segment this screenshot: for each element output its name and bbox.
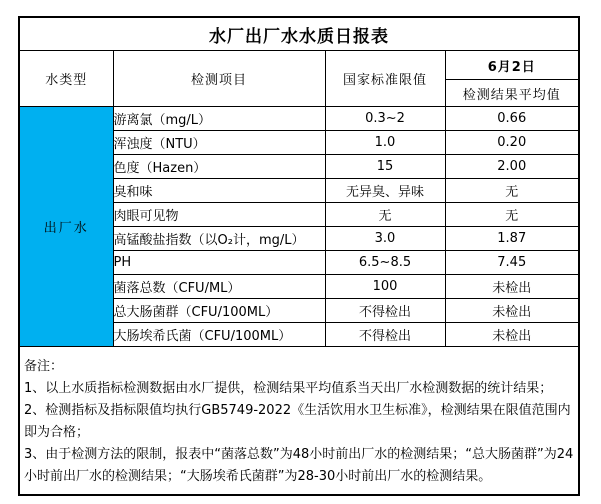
notes-label: 备注： xyxy=(24,359,64,374)
header-date: 6月2日 xyxy=(445,51,579,80)
limit-cell: 100 xyxy=(325,275,445,299)
note-line: 3、由于检测方法的限制，报表中“菌落总数”为48小时前出厂水的检测结果；“总大肠菌群”为24小时前出厂水的检测结果；“大肠埃希氏菌群”为28-30小时前出厂水的检测结果。 xyxy=(24,447,574,484)
note-line: 1、以上水质指标检测数据由水厂提供，检测结果平均值系当天出厂水检测数据的统计结果； xyxy=(24,381,553,396)
limit-cell: 无异臭、异味 xyxy=(325,179,445,203)
result-cell: 2.00 xyxy=(445,155,579,179)
result-cell: 7.45 xyxy=(445,251,579,275)
test-item-cell: 游离氯（mg/L） xyxy=(113,107,325,131)
test-item-cell: 浑浊度（NTU） xyxy=(113,131,325,155)
result-cell: 未检出 xyxy=(445,275,579,299)
water-type-cell: 出厂水 xyxy=(19,107,113,347)
test-item-cell: 色度（Hazen） xyxy=(113,155,325,179)
header-test-item: 检测项目 xyxy=(113,51,325,107)
result-cell: 未检出 xyxy=(445,323,579,347)
table-row xyxy=(19,107,579,131)
test-item-cell: 菌落总数（CFU/ML） xyxy=(113,275,325,299)
limit-cell: 无 xyxy=(325,203,445,227)
test-item-cell: 肉眼可见物 xyxy=(113,203,325,227)
water-quality-table xyxy=(18,16,580,496)
test-item-cell: 高锰酸盐指数（以O₂计，mg/L） xyxy=(113,227,325,251)
result-cell: 无 xyxy=(445,179,579,203)
test-item-cell: 总大肠菌群（CFU/100ML） xyxy=(113,299,325,323)
limit-cell: 0.3~2 xyxy=(325,107,445,131)
limit-cell: 15 xyxy=(325,155,445,179)
header-water-type: 水类型 xyxy=(19,51,113,107)
limit-cell: 6.5~8.5 xyxy=(325,251,445,275)
test-item-cell: 大肠埃希氏菌（CFU/100ML） xyxy=(113,323,325,347)
notes-row xyxy=(19,347,579,496)
result-cell: 1.87 xyxy=(445,227,579,251)
result-cell: 0.66 xyxy=(445,107,579,131)
note-line: 2、检测指标及指标限值均执行GB5749-2022《生活饮用水卫生标准》，检测结果在限值范围内即为合格； xyxy=(24,403,571,440)
result-cell: 0.20 xyxy=(445,131,579,155)
limit-cell: 不得检出 xyxy=(325,299,445,323)
test-item-cell: 臭和味 xyxy=(113,179,325,203)
result-cell: 未检出 xyxy=(445,299,579,323)
test-item-cell: PH xyxy=(113,251,325,275)
result-cell: 无 xyxy=(445,203,579,227)
limit-cell: 不得检出 xyxy=(325,323,445,347)
header-row xyxy=(19,51,579,80)
report-title: 水厂出厂水水质日报表 xyxy=(19,17,579,51)
notes-section xyxy=(19,347,579,496)
limit-cell: 3.0 xyxy=(325,227,445,251)
header-result-average: 检测结果平均值 xyxy=(445,80,579,107)
header-national-limit: 国家标准限值 xyxy=(325,51,445,107)
title-row xyxy=(19,17,579,51)
limit-cell: 1.0 xyxy=(325,131,445,155)
